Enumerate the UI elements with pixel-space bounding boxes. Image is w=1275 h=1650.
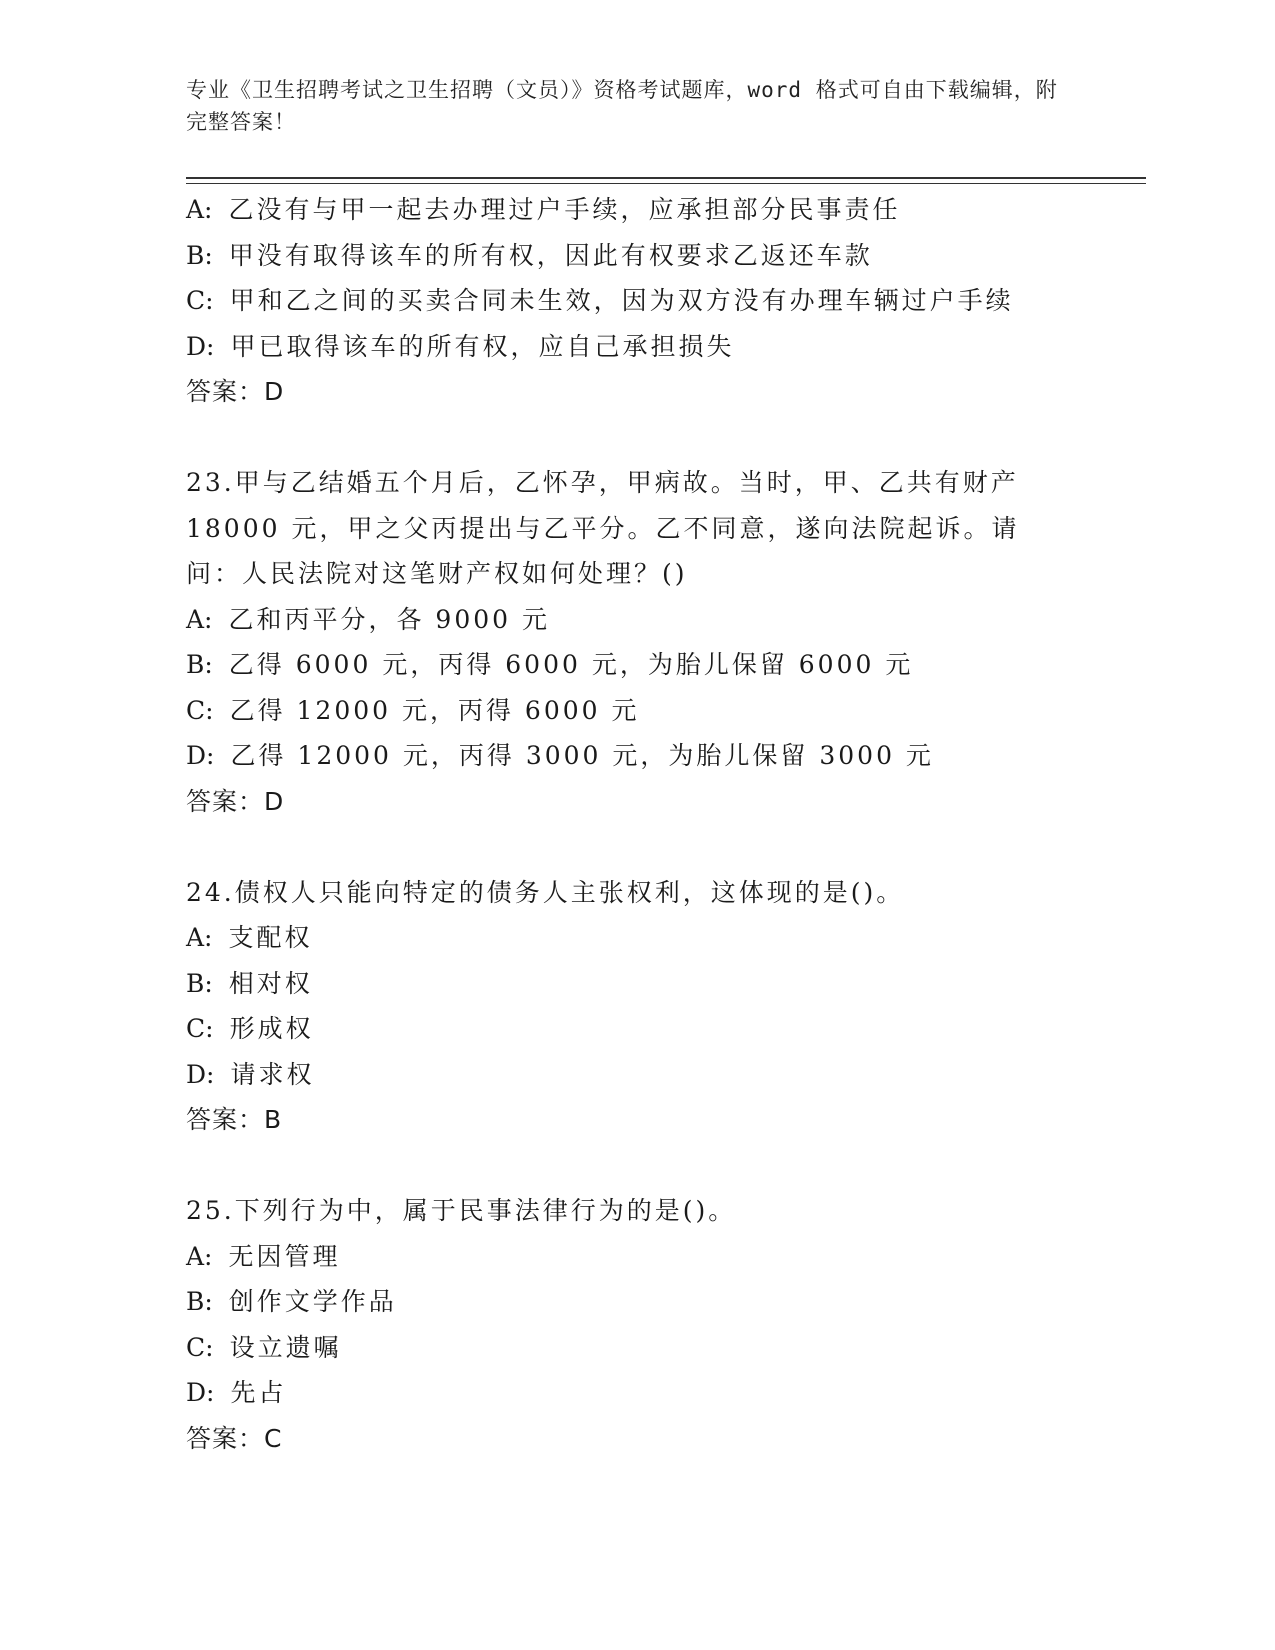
answer-label: 答案：D bbox=[186, 377, 285, 406]
answer-label: 答案：B bbox=[186, 1105, 283, 1134]
question-23-block bbox=[186, 460, 1086, 824]
option-c: C: 甲和乙之间的买卖合同未生效，因为双方没有办理车辆过户手续 bbox=[186, 286, 1014, 315]
option-b: B: 相对权 bbox=[186, 968, 313, 998]
option-d: D: 乙得 12000 元，丙得 3000 元，为胎儿保留 3000 元 bbox=[186, 741, 934, 770]
option-b: B: 甲没有取得该车的所有权，因此有权要求乙返还车款 bbox=[186, 240, 873, 270]
question-25-block bbox=[186, 1188, 1086, 1461]
header-divider-thin bbox=[186, 183, 1146, 184]
option-c: C: 设立遗嘱 bbox=[186, 1332, 342, 1362]
option-a: A: 乙没有与甲一起去办理过户手续，应承担部分民事责任 bbox=[186, 195, 901, 224]
option-c: C: 乙得 12000 元，丙得 6000 元 bbox=[186, 695, 640, 725]
question-content bbox=[186, 187, 1086, 1461]
document-header: 专业《卫生招聘考试之卫生招聘（文员）》资格考试题库，word 格式可自由下载编辑，附完整答案！ bbox=[186, 78, 1058, 134]
question-stem: 25.下列行为中，属于民事法律行为的是()。 bbox=[186, 1196, 737, 1225]
question-stem: 23.甲与乙结婚五个月后，乙怀孕，甲病故。当时，甲、乙共有财产18000 元，甲之父丙提出与乙平分。乙不同意，遂向法院起诉。请问：人民法院对这笔财产权如何处理？() bbox=[186, 468, 1020, 588]
option-b: B: 创作文学作品 bbox=[186, 1287, 397, 1316]
question-stem: 24.债权人只能向特定的债务人主张权利，这体现的是()。 bbox=[186, 877, 905, 907]
question-24-block bbox=[186, 870, 1086, 1143]
question-22-block bbox=[186, 187, 1086, 415]
answer-label: 答案：C bbox=[186, 1423, 283, 1453]
option-b: B: 乙得 6000 元，丙得 6000 元，为胎儿保留 6000 元 bbox=[186, 650, 914, 679]
header-divider-thick bbox=[186, 177, 1146, 179]
option-a: A: 支配权 bbox=[186, 923, 313, 952]
option-d: D: 先占 bbox=[186, 1378, 287, 1407]
option-c: C: 形成权 bbox=[186, 1014, 314, 1043]
option-a: A: 乙和丙平分，各 9000 元 bbox=[186, 604, 551, 634]
option-a: A: 无因管理 bbox=[186, 1241, 341, 1271]
answer-label: 答案：D bbox=[186, 786, 285, 816]
option-d: D: 请求权 bbox=[186, 1059, 315, 1089]
option-d: D: 甲已取得该车的所有权，应自己承担损失 bbox=[186, 331, 735, 361]
